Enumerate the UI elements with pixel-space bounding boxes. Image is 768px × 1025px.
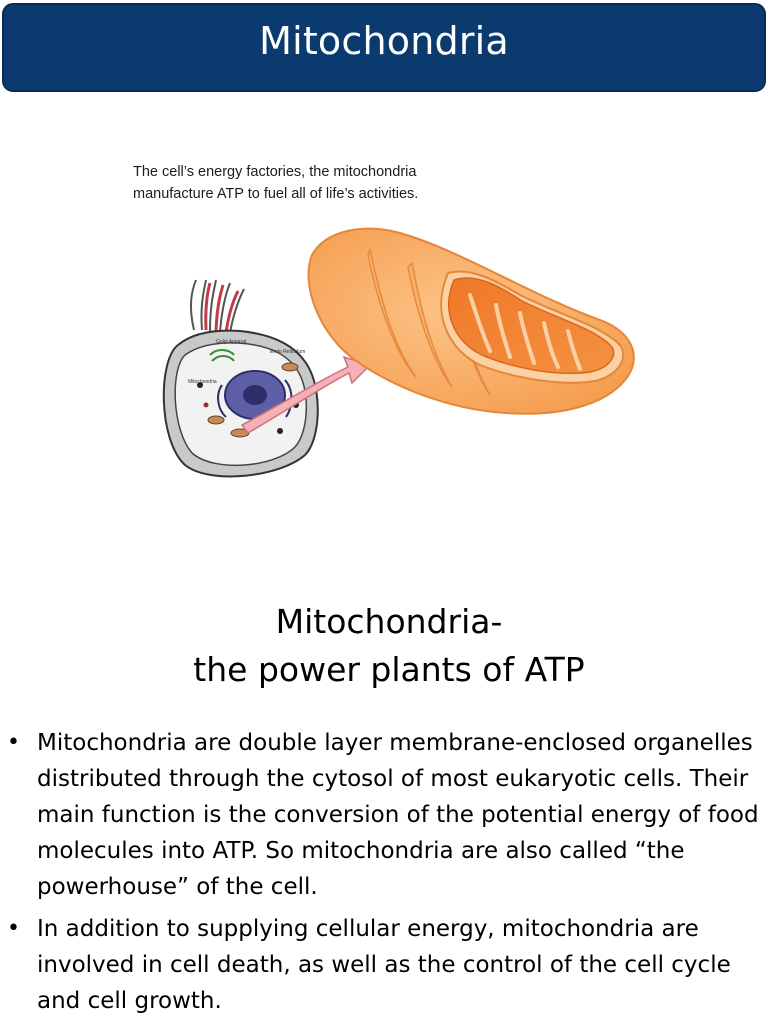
mitochondria-figure <box>130 155 650 495</box>
er-label: Endo Reticulum <box>270 349 306 355</box>
bullet-list <box>0 725 768 1025</box>
figure-caption: The cell’s energy factories, the mitochondria manufacture ATP to fuel all of life’s activities. <box>133 164 419 202</box>
slide-title: Mitochondria <box>259 18 509 63</box>
bullet-item <box>0 725 768 905</box>
mito-small-label: Mitochondria <box>188 379 217 385</box>
subtitle-line-2: the power plants of ATP <box>193 650 585 689</box>
bullet-text: Mitochondria are double layer membrane-enclosed organelles distributed through the cytosol of most eukaryotic cells. Their main function is the conversion of the potential energy of food molecules into ATP. So mitochondria are also called “the powerhouse” of the cell. <box>37 730 759 900</box>
slide-subtitle <box>0 598 768 694</box>
mitochondrion-drawing <box>309 229 634 414</box>
subtitle-line-1: Mitochondria- <box>275 602 503 641</box>
bullet-item <box>0 911 768 1019</box>
bullet-text: In addition to supplying cellular energy, mitochondria are involved in cell death, as well as the control of the cell cycle and cell growth. <box>37 916 731 1014</box>
animal-cell-drawing <box>164 280 318 476</box>
bullet-dot-icon: • <box>7 730 20 755</box>
golgi-label: Golgi Apparat <box>216 339 247 345</box>
title-bar <box>2 3 766 92</box>
bullet-dot-icon: • <box>7 916 20 941</box>
cell-illustration <box>130 155 650 495</box>
